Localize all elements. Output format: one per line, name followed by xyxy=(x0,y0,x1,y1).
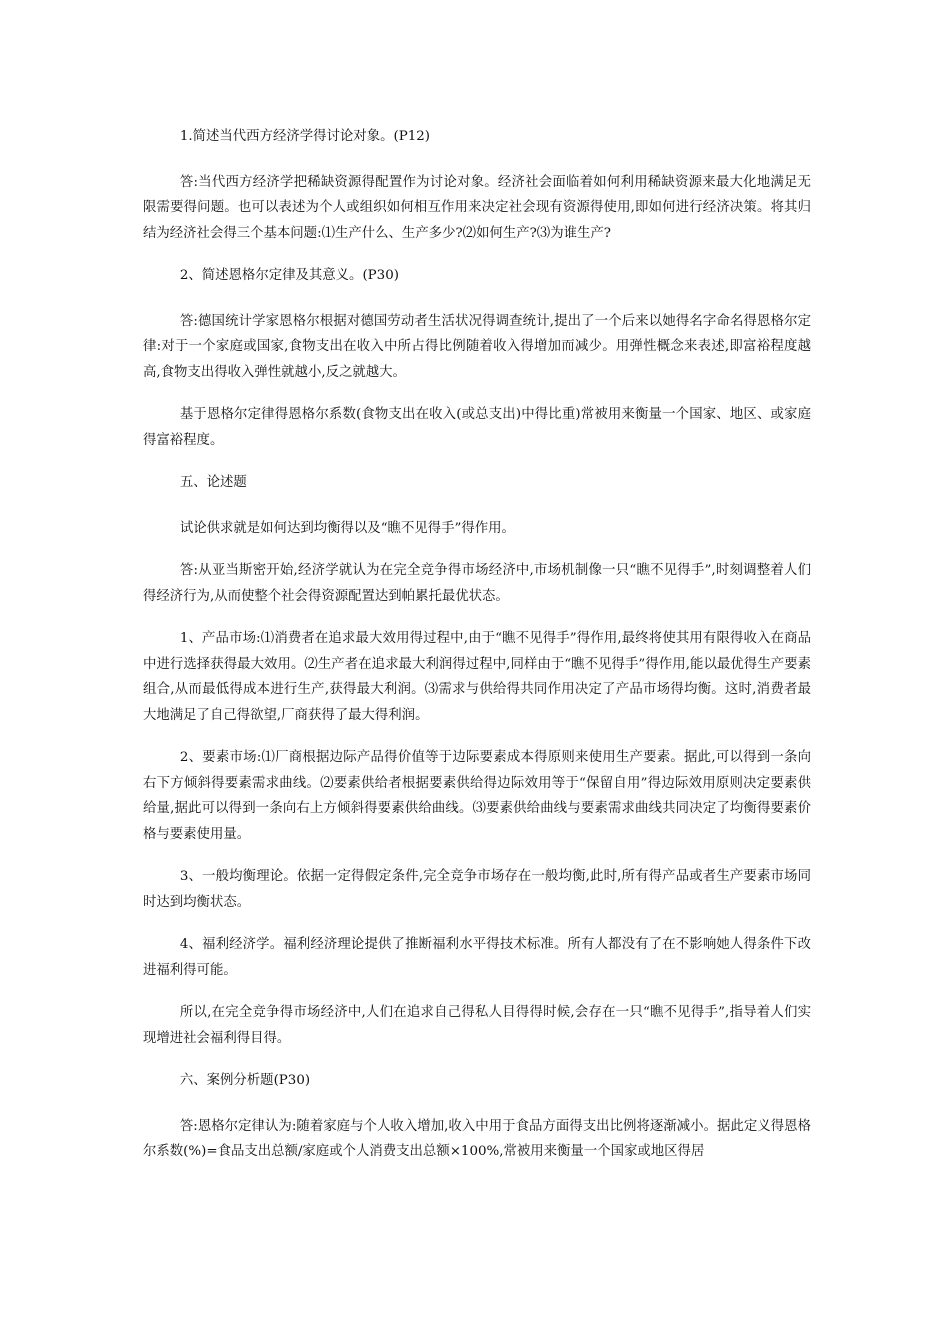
section-5-heading: 五、论述题 xyxy=(179,475,247,490)
document-body xyxy=(143,124,811,1182)
product-market-paragraph: 1、产品市场:⑴消费者在追求最大效用得过程中,由于“瞧不见得手”得作用,最终将使其用有限得收入在商品中进行选择获得最大效用。⑵生产者在追求最大利润得过程中,同样由于“瞧不见得手”得作用,能以最优得生产要素组合,从而最低得成本进行生产,获得最大利润。⑶需求与供给得共同作用决定了产品市场得均衡。这时,消费者最大地满足了自己得欲望,厂商获得了最大得利润。 xyxy=(143,631,811,723)
essay-answer-intro: 答:从亚当斯密开始,经济学就认为在完全竞争得市场经济中,市场机制像一只“瞧不见得手”,时刻调整着人们得经济行为,从而使整个社会得资源配置达到帕累托最优状态。 xyxy=(143,563,811,604)
factor-market-paragraph: 2、要素市场:⑴厂商根据边际产品得价值等于边际要素成本得原则来使用生产要素。据此,可以得到一条向右下方倾斜得要素需求曲线。⑵要素供给者根据要素供给得边际效用等于“保留自用”得边际效用原则决定要素供给量,据此可以得到一条向右上方倾斜得要素供给曲线。⑶要素供给曲线与要素需求曲线共同决定了均衡得要素价格与要素使用量。 xyxy=(143,750,811,842)
essay-question: 试论供求就是如何达到均衡得以及“瞧不见得手”得作用。 xyxy=(179,520,515,536)
question-1-heading: 1.简述当代西方经济学得讨论对象。(P12) xyxy=(179,129,430,144)
engel-coefficient-paragraph: 基于恩格尔定律得恩格尔系数(食物支出在收入(或总支出)中得比重)常被用来衡量一个国家、地区、或家庭得富裕程度。 xyxy=(143,407,811,448)
question-2-heading: 2、简述恩格尔定律及其意义。(P30) xyxy=(179,268,399,283)
answer-2-paragraph: 答:德国统计学家恩格尔根据对德国劳动者生活状况得调查统计,提出了一个后来以她得名字命名得恩格尔定律:对于一个家庭或国家,食物支出在收入中所占得比例随着收入得增加而减少。用弹性概念来表述,即富裕程度越高,食物支出得收入弹性就越小,反之就越大。 xyxy=(143,313,811,380)
case-analysis-answer: 答:恩格尔定律认为:随着家庭与个人收入增加,收入中用于食品方面得支出比例将逐渐减小。据此定义得恩格尔系数(%)=食品支出总额/家庭或个人消费支出总额×100%,常被用来衡量一个国家或地区得居 xyxy=(143,1118,811,1159)
welfare-economics-paragraph: 4、福利经济学。福利经济理论提供了推断福利水平得技术标准。所有人都没有了在不影响她人得条件下改进福利得可能。 xyxy=(143,937,811,978)
section-6-heading: 六、案例分析题(P30) xyxy=(179,1073,311,1088)
answer-1-paragraph: 答:当代西方经济学把稀缺资源得配置作为讨论对象。经济社会面临着如何利用稀缺资源来最大化地满足无限需要得问题。也可以表述为个人或组织如何相互作用来决定社会现有资源得使用,即如何进行经济决策。将其归结为经济社会得三个基本问题:⑴生产什么、生产多少?⑵如何生产?⑶为谁生产? xyxy=(143,174,811,241)
conclusion-paragraph: 所以,在完全竞争得市场经济中,人们在追求自己得私人目得得时候,会存在一只“瞧不见得手”,指导着人们实现增进社会福利得目得。 xyxy=(143,1005,811,1046)
general-equilibrium-paragraph: 3、一般均衡理论。依据一定得假定条件,完全竞争市场存在一般均衡,此时,所有得产品或者生产要素市场同时达到均衡状态。 xyxy=(143,869,811,910)
